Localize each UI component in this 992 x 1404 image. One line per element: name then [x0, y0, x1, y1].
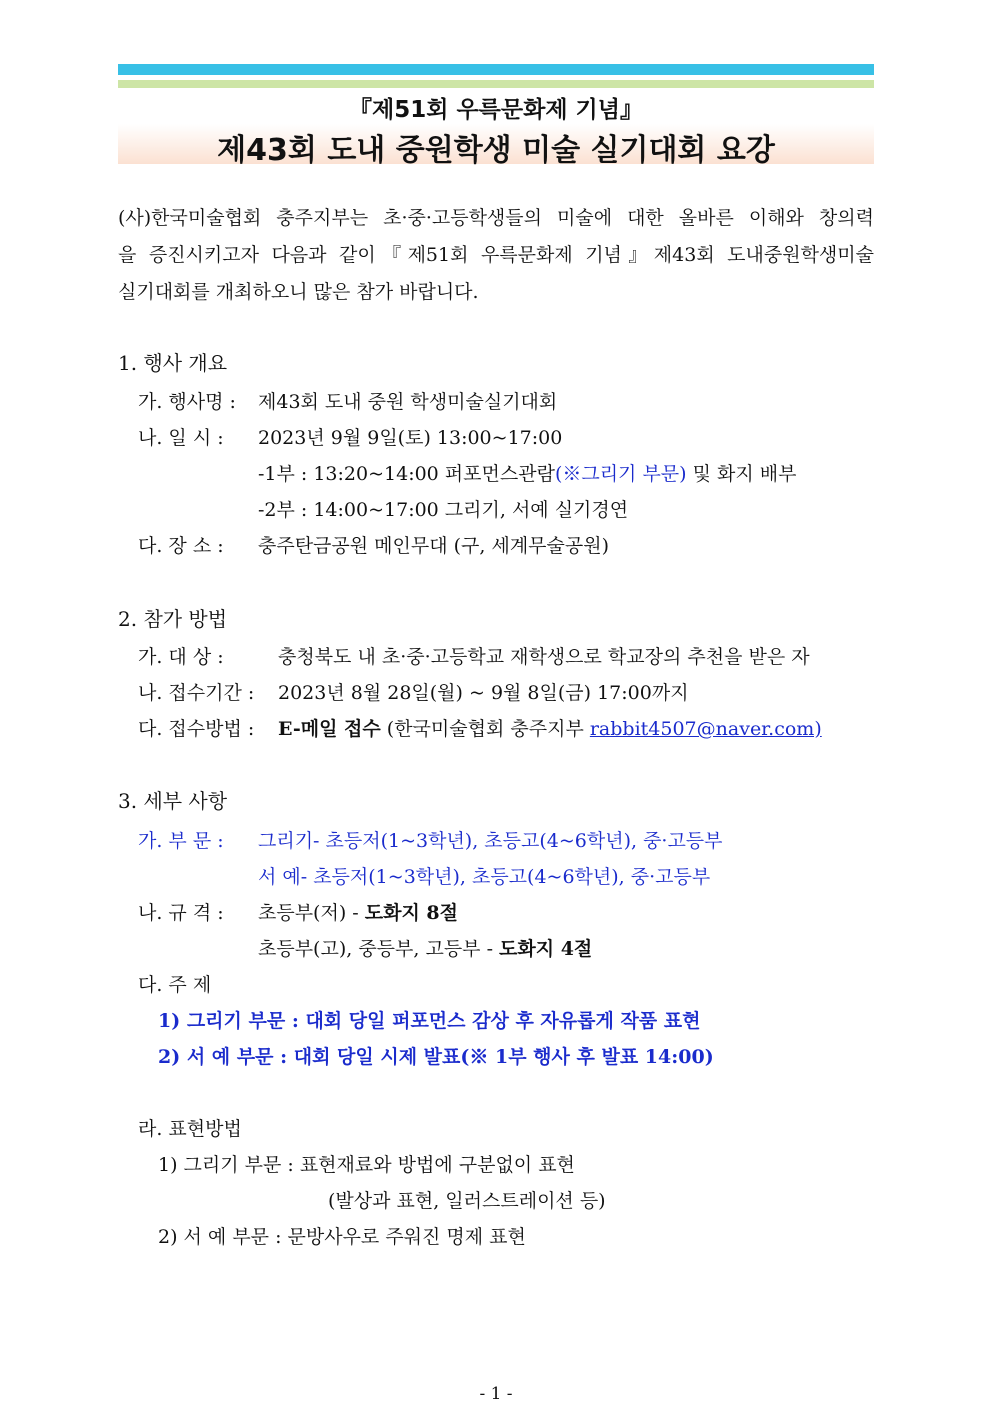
target-label: 가. 대 상 :: [138, 646, 224, 668]
expression-drawing-note: (발상과 표현, 일러스트레이션 등): [328, 1190, 606, 1212]
page-number: - 1 -: [479, 1384, 513, 1404]
event-place-label: 다. 장 소 :: [138, 535, 224, 557]
event-time-label: 나. 일 시 :: [138, 427, 224, 449]
size-line-1-paper: 도화지 8절: [364, 902, 459, 924]
size-line-1: [258, 900, 458, 926]
section1-heading: 1. 행사 개요: [118, 351, 228, 375]
method-value: [278, 716, 822, 742]
expression-drawing: 1) 그리기 부문 : 표현재료와 방법에 구분없이 표현: [158, 1154, 575, 1176]
method-label: 다. 접수방법 :: [138, 718, 255, 740]
part1-text: -1부 : 13:20~14:00 퍼포먼스관람: [258, 463, 555, 485]
part1-suffix: 및 화지 배부: [686, 463, 797, 485]
document-title: 제43회 도내 중원학생 미술 실기대회 요강: [217, 133, 775, 168]
part2-line: -2부 : 14:00~17:00 그리기, 서예 실기경연: [258, 499, 629, 521]
expression-calligraphy: 2) 서 예 부문 : 문방사우로 주워진 명제 표현: [158, 1226, 526, 1248]
size-line-2: [258, 936, 592, 962]
size-line-2-text: 초등부(고), 중등부, 고등부 -: [258, 938, 500, 960]
theme-label: 다. 주 제: [138, 974, 212, 996]
intro-line-2: 을 증진시키고자 다음과 같이『제51회 우륵문화제 기념』제43회 도내중원학생미술: [118, 244, 874, 266]
size-line-2-paper: 도화지 4절: [499, 938, 593, 960]
method-org: (한국미술협회 충주지부: [380, 718, 590, 740]
division-calligraphy: 서 예- 초등저(1~3학년), 초등고(4~6학년), 중·고등부: [258, 866, 711, 888]
part1-drawing-note: (※그리기 부문): [554, 463, 687, 485]
theme-drawing: 1) 그리기 부문 : 대회 당일 퍼포먼스 감상 후 자유롭게 작품 표현: [158, 1010, 701, 1032]
theme-calligraphy: 2) 서 예 부문 : 대회 당일 시제 발표(※ 1부 행사 후 발표 14:00): [158, 1046, 714, 1068]
event-time-value: 2023년 9월 9일(토) 13:00~17:00: [258, 427, 563, 449]
method-email-submission: E-메일 접수: [278, 718, 381, 740]
sub-decoration-bar: [118, 80, 874, 88]
division-label: 가. 부 문 :: [138, 830, 224, 852]
intro-line-1: (사)한국미술협회 충주지부는 초·중·고등학생들의 미술에 대한 올바른 이해와 창의력: [118, 207, 874, 229]
expression-label: 라. 표현방법: [138, 1118, 242, 1140]
section3-heading: 3. 세부 사항: [118, 789, 228, 813]
division-drawing: 그리기- 초등저(1~3학년), 초등고(4~6학년), 중·고등부: [258, 830, 723, 852]
part1-line: [258, 461, 796, 487]
size-line-1-text: 초등부(저) -: [258, 902, 365, 924]
intro-line-3: 실기대회를 개최하오니 많은 참가 바랍니다.: [118, 281, 479, 303]
period-value: 2023년 8월 28일(월) ~ 9월 8일(금) 17:00까지: [278, 682, 689, 704]
top-decoration-bar: [118, 64, 874, 75]
document-subtitle: 『제51회 우륵문화제 기념』: [349, 97, 643, 123]
period-label: 나. 접수기간 :: [138, 682, 255, 704]
target-value: 충청북도 내 초·중·고등학교 재학생으로 학교장의 추천을 받은 자: [278, 646, 810, 668]
size-label: 나. 규 격 :: [138, 902, 224, 924]
section2-heading: 2. 참가 방법: [118, 607, 228, 631]
event-name-value: 제43회 도내 중원 학생미술실기대회: [258, 391, 558, 413]
event-place-value: 충주탄금공원 메인무대 (구, 세계무술공원): [258, 535, 610, 557]
event-name-label: 가. 행사명 :: [138, 391, 236, 413]
email-link[interactable]: rabbit4507@naver.com): [589, 718, 822, 740]
